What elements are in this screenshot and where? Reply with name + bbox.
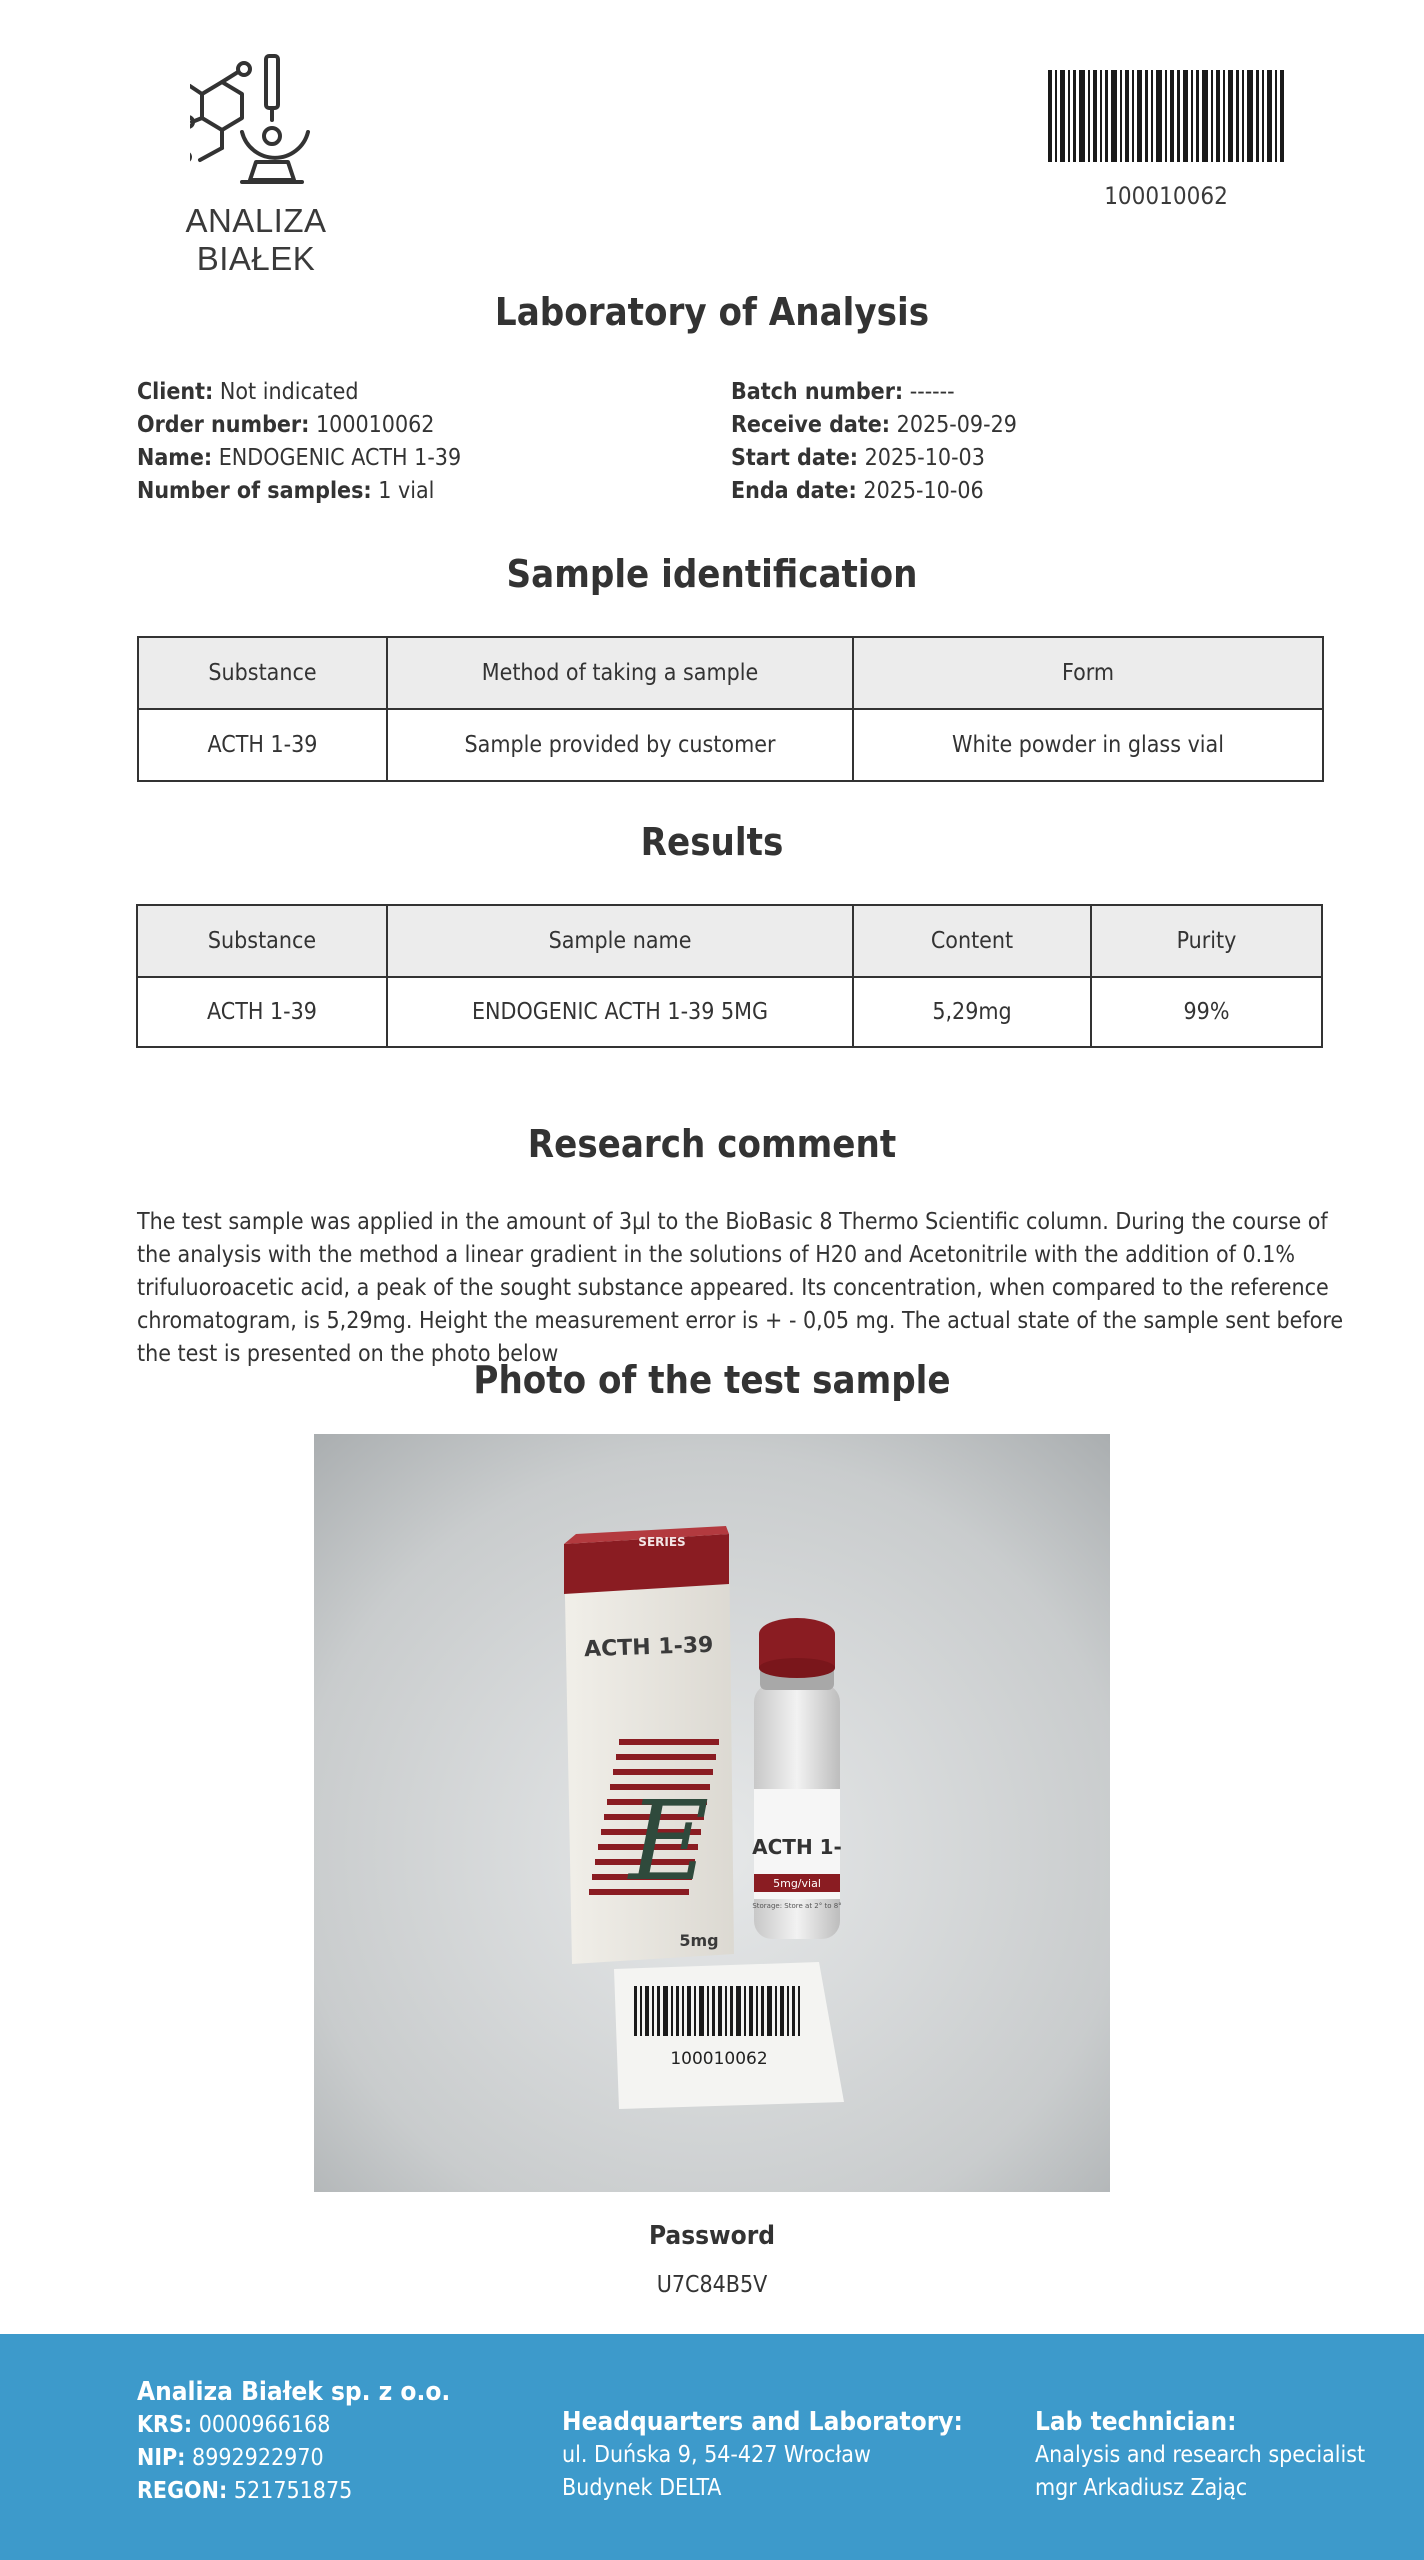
receive-value: 2025-09-29	[896, 412, 1017, 438]
table-cell: ENDOGENIC ACTH 1-39 5MG	[387, 977, 853, 1047]
table-header-cell: Substance	[137, 905, 387, 977]
page-title: Laboratory of Analysis	[494, 290, 930, 334]
table-cell: 99%	[1091, 977, 1322, 1047]
start-value: 2025-10-03	[864, 445, 985, 471]
table-cell: 5,29mg	[853, 977, 1091, 1047]
sample-photo-illustration	[314, 1434, 1110, 2192]
end-value: 2025-10-06	[863, 478, 984, 504]
box-series-text: SERIES	[638, 1535, 686, 1549]
sample-identification-table	[137, 636, 1324, 782]
barcode	[1048, 70, 1284, 210]
box-label-text: ACTH 1-39	[583, 1632, 714, 1663]
end-row: Enda date: 2025-10-06	[731, 478, 984, 504]
receive-row: Receive date: 2025-09-29	[731, 412, 1017, 438]
nip-value: 8992922970	[192, 2445, 324, 2471]
product-box	[564, 1526, 734, 1964]
footer-headquarters	[562, 2406, 963, 2505]
barcode-bars	[1048, 70, 1284, 162]
glass-vial	[752, 1618, 842, 1939]
client-value: Not indicated	[219, 379, 359, 405]
table-header-cell: Substance	[138, 637, 387, 709]
vial-dose-text: 5mg/vial	[773, 1877, 821, 1890]
batch-value: ------	[909, 379, 955, 405]
table-header-row	[137, 905, 1322, 977]
footer	[0, 2334, 1424, 2560]
sample-identification-heading: Sample identification	[506, 552, 918, 596]
barcode-number: 100010062	[1104, 182, 1228, 210]
table-header-cell: Form	[853, 637, 1323, 709]
research-comment-text: The test sample was applied in the amount of 3µl to the BioBasic 8 Thermo Scientific column. During the course of the analysis with the method a linear gradient in the solutions of H20 and Acetonitrile with the addition of 0.1% trifuluoroacetic acid, a peak of the sought substance appeared. Its concentration, when compared to the reference chromatogram, is 5,29mg. Height the measurement error is + - 0,05 mg. The actual state of the sample sent before the test is presented on the photo below	[137, 1209, 1344, 1367]
table-cell: ACTH 1-39	[137, 977, 387, 1047]
company-name: Analiza Białek sp. z o.o.	[137, 2377, 451, 2407]
box-logo-letter: E	[628, 1777, 710, 1905]
nip-row: NIP: 8992922970	[137, 2445, 324, 2471]
batch-row: Batch number: ------	[731, 379, 955, 405]
order-value: 100010062	[316, 412, 435, 438]
results-heading: Results	[640, 820, 784, 864]
order-row: Order number: 100010062	[137, 412, 435, 438]
vial-label-text: ACTH 1-	[752, 1835, 842, 1859]
hq-address: ul. Duńska 9, 54-427 Wrocław	[562, 2442, 871, 2468]
hq-building: Budynek DELTA	[562, 2475, 722, 2501]
photo-heading: Photo of the test sample	[473, 1358, 951, 1402]
start-row: Start date: 2025-10-03	[731, 445, 985, 471]
table-row	[137, 977, 1322, 1047]
results-table	[136, 904, 1323, 1048]
samples-row: Number of samples: 1 vial	[137, 478, 435, 504]
table-header-cell: Content	[853, 905, 1091, 977]
footer-technician	[1035, 2406, 1365, 2505]
krs-value: 0000966168	[198, 2412, 331, 2438]
regon-row: REGON: 521751875	[137, 2478, 353, 2504]
name-row: Name: ENDOGENIC ACTH 1-39	[137, 445, 462, 471]
footer-company	[137, 2376, 450, 2508]
info-left	[137, 376, 461, 508]
company-logo	[136, 52, 376, 277]
name-value: ENDOGENIC ACTH 1-39	[218, 445, 462, 471]
tech-name: mgr Arkadiusz Zając	[1035, 2475, 1248, 2501]
table-header-row	[138, 637, 1323, 709]
client-row: Client: Not indicated	[137, 379, 359, 405]
password-value: U7C84B5V	[656, 2272, 768, 2298]
table-header-cell: Method of taking a sample	[387, 637, 853, 709]
hq-title: Headquarters and Laboratory:	[562, 2407, 963, 2437]
password-label: Password	[648, 2221, 776, 2251]
vial-storage-text: Storage: Store at 2° to 8°	[752, 1902, 842, 1910]
table-cell: Sample provided by customer	[387, 709, 853, 781]
logo-text: ANALIZA BIAŁEK	[185, 202, 327, 277]
sample-photo	[314, 1434, 1110, 2192]
research-comment-heading: Research comment	[527, 1122, 897, 1166]
table-row	[138, 709, 1323, 781]
info-right	[731, 376, 1017, 508]
barcode-sticker	[614, 1962, 844, 2109]
samples-value: 1 vial	[378, 478, 435, 504]
tech-role: Analysis and research specialist	[1035, 2442, 1366, 2468]
regon-value: 521751875	[233, 2478, 353, 2504]
table-header-cell: Purity	[1091, 905, 1322, 977]
box-dose-text: 5mg	[679, 1931, 719, 1950]
sticker-number: 100010062	[670, 2049, 768, 2069]
table-header-cell: Sample name	[387, 905, 853, 977]
table-cell: White powder in glass vial	[853, 709, 1323, 781]
krs-row: KRS: 0000966168	[137, 2412, 331, 2438]
table-cell: ACTH 1-39	[138, 709, 387, 781]
molecule-microscope-icon	[190, 52, 320, 192]
tech-title: Lab technician:	[1035, 2407, 1237, 2437]
